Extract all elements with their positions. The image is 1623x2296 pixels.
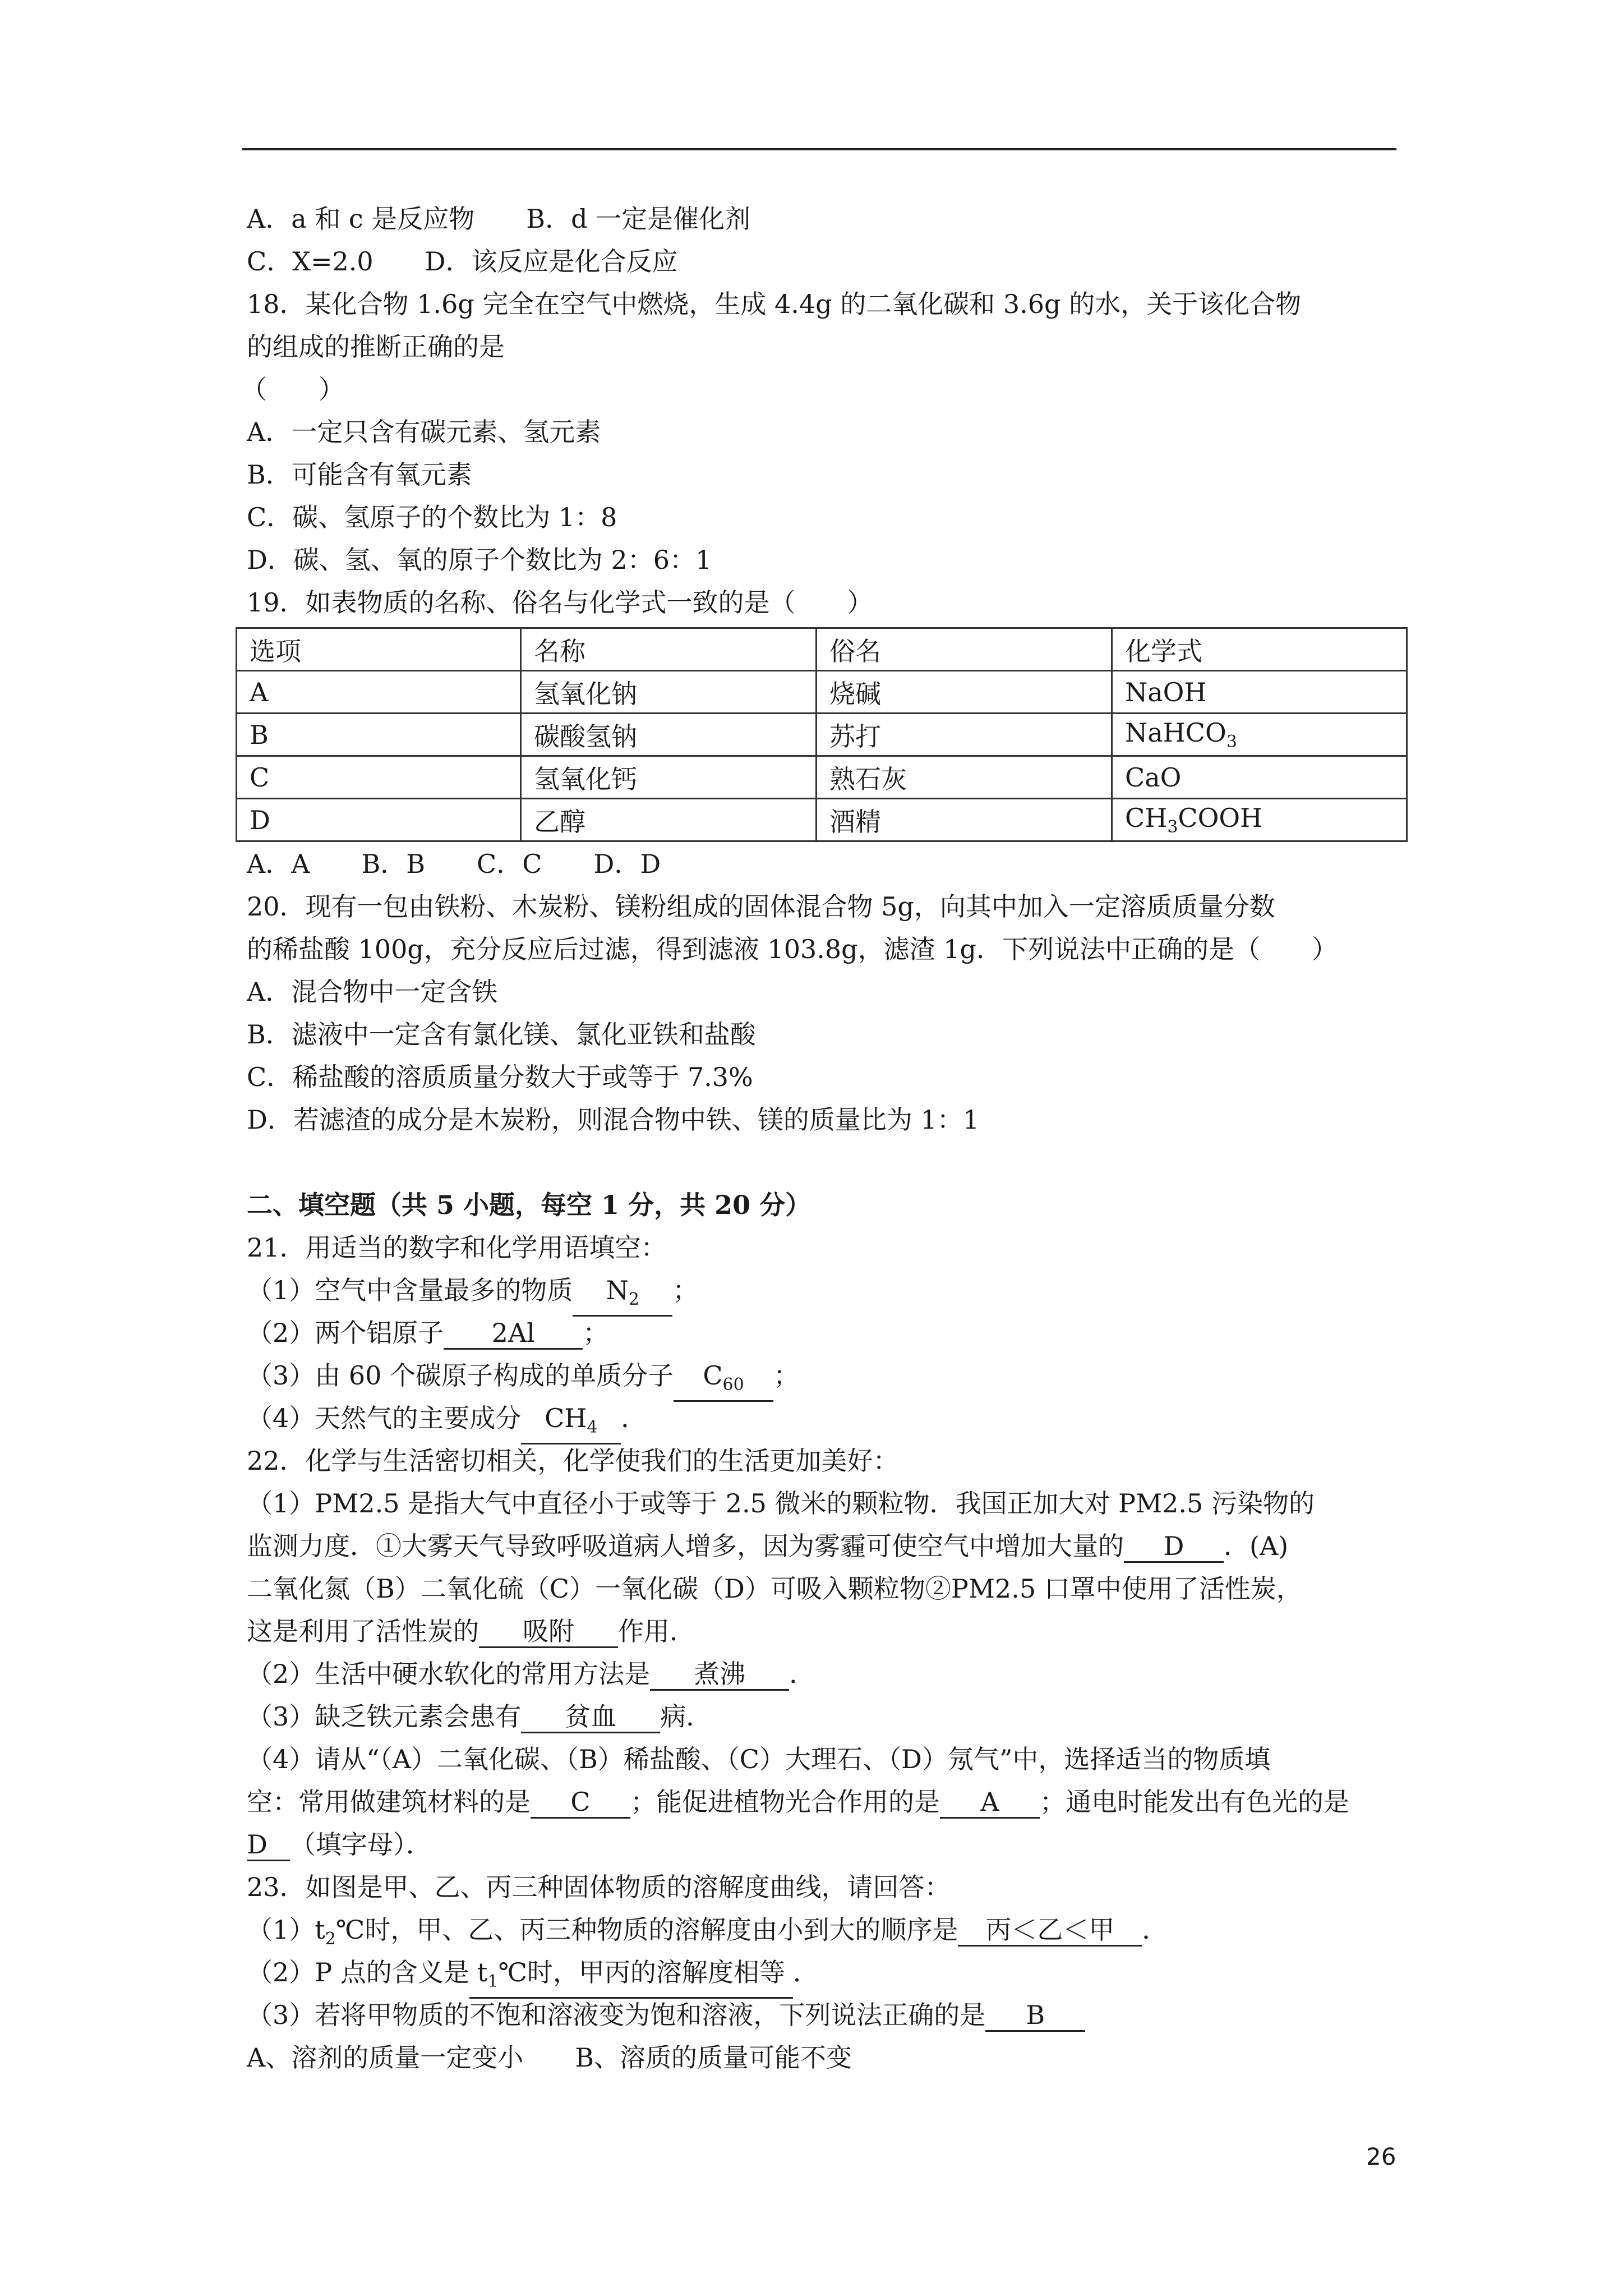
q22-line-3: 二氧化氮（B）二氧化硫（C）一氧化碳（D）可吸入颗粒物②PM2.5 口罩中使用了活性炭，	[247, 1573, 1302, 1604]
answer-blank: D	[247, 1829, 290, 1861]
q21-item-4-text: （4）天然气的主要成分	[247, 1403, 522, 1433]
q17-option-d: D．该反应是化合反应	[425, 246, 678, 277]
table-cell: 氢氧化钙	[521, 756, 817, 799]
q23-text: ℃时，甲、乙、丙三种物质的溶解度由小到大的顺序是	[335, 1915, 958, 1945]
q21-item-3	[247, 1359, 799, 1402]
table-cell: A	[237, 671, 521, 714]
table-cell: 氢氧化钠	[521, 671, 817, 714]
q23-subscript: 2	[325, 1929, 336, 1949]
page-number: 26	[1366, 2143, 1396, 2170]
q17-options-cd	[247, 245, 678, 278]
formula-text: CaO	[1125, 762, 1182, 793]
formula-subscript: 3	[1226, 732, 1237, 752]
q22-text: 这是利用了活性炭的	[247, 1616, 479, 1646]
q17-option-a: A．a 和 c 是反应物	[247, 204, 475, 234]
q22-text: ；通电时能发出有色光的是	[1040, 1787, 1349, 1817]
q17-option-b: B．d 一定是催化剂	[526, 204, 751, 234]
q21-item-1	[247, 1273, 698, 1317]
answer-blank: 丙＜乙＜甲	[958, 1915, 1142, 1947]
q18-option-a: A．一定只含有碳元素、氢元素	[247, 417, 601, 447]
answer-text: CH	[545, 1403, 587, 1433]
q17-option-c: C．X=2.0	[247, 246, 374, 277]
q20-option-b: B．滤液中一定含有氯化镁、氯化亚铁和盐酸	[247, 1019, 756, 1050]
answer-blank	[521, 1403, 621, 1444]
q23-text: ．	[1142, 1915, 1168, 1945]
q19-table	[236, 627, 1408, 842]
q18-option-d: D．碳、氢、氧的原子个数比为 2：6：1	[247, 545, 712, 575]
answer-blank: A	[940, 1787, 1040, 1819]
table-cell: 熟石灰	[817, 756, 1112, 799]
q18-option-c: C．碳、氢原子的个数比为 1：8	[247, 502, 617, 532]
q22-line-7: （4）请从“（A）二氧化碳、（B）稀盐酸、（C）大理石、（D）氖气”中，选择适当的物质填	[247, 1744, 1271, 1774]
q22-line-5	[247, 1657, 815, 1691]
punctuation: ；	[773, 1360, 800, 1391]
q22-text: （填字母）．	[289, 1829, 432, 1860]
table-cell: 碳酸氢钠	[521, 714, 817, 756]
table-header-row	[237, 628, 1407, 671]
table-cell: 苏打	[817, 714, 1112, 756]
q21-item-2-text: （2）两个铝原子	[247, 1318, 444, 1348]
table-row	[237, 714, 1407, 756]
table-header-cell: 名称	[521, 628, 817, 671]
answer-subscript: 1	[487, 1972, 499, 1992]
table-cell: C	[237, 756, 521, 799]
answer-subscript: 60	[722, 1375, 744, 1395]
answer-blank: C	[531, 1787, 630, 1819]
table-cell: 乙醇	[521, 799, 817, 841]
formula-text: NaOH	[1125, 677, 1207, 707]
header-rule	[242, 148, 1396, 150]
q20-option-a: A．混合物中一定含铁	[247, 977, 498, 1007]
formula-text: COOH	[1178, 802, 1263, 833]
table-cell-formula	[1112, 714, 1407, 756]
answer-blank: 吸附	[479, 1616, 618, 1648]
q20-option-c: C．稀盐酸的溶质质量分数大于或等于 7.3%	[247, 1062, 753, 1092]
answer-text: ℃时，甲丙的溶解度相等	[498, 1957, 785, 1987]
section-title: 二、填空题（共 5 小题，每空 1 分，共 20 分）	[247, 1190, 811, 1220]
q22-line-4	[247, 1614, 695, 1648]
punctuation: ．	[621, 1403, 647, 1433]
q23-item-1	[247, 1913, 1168, 1956]
q23-item-2	[247, 1955, 819, 1999]
q17-options-ab	[247, 202, 750, 236]
q22-text: 监测力度．①大雾天气导致呼吸道病人增多，因为雾霾可使空气中增加大量的	[247, 1531, 1124, 1561]
q18-stem-line2: 的组成的推断正确的是	[247, 332, 505, 362]
q22-text: ；能促进植物光合作用的是	[630, 1787, 940, 1817]
formula-text: NaHCO	[1125, 717, 1227, 748]
q20-stem-line2: 的稀盐酸 100g，充分反应后过滤，得到滤液 103.8g，滤渣 1g．下列说法中正确的是（ ）	[247, 934, 1338, 964]
q22-text: （2）生活中硬水软化的常用方法是	[247, 1659, 651, 1689]
q19-answer-options: A．A B．B C．C D．D	[247, 849, 661, 879]
q22-line-6	[247, 1700, 712, 1733]
table-cell: 烧碱	[817, 671, 1112, 714]
answer-blank: 煮沸	[650, 1659, 789, 1691]
q18-option-b: B．可能含有氧元素	[247, 459, 472, 490]
punctuation: ；	[583, 1318, 609, 1348]
table-cell-formula	[1112, 756, 1407, 799]
answer-blank	[573, 1275, 672, 1317]
answer-blank	[469, 1957, 793, 1999]
q22-line-1: （1）PM2.5 是指大气中直径小于或等于 2.5 微米的颗粒物．我国正加大对 PM2.5 污染物的	[247, 1488, 1315, 1519]
table-cell: D	[237, 799, 521, 841]
q18-stem-line1: 18．某化合物 1.6g 完全在空气中燃烧，生成 4.4g 的二氧化碳和 3.6g 的水，关于该化合物	[247, 289, 1302, 319]
answer-text: N	[606, 1275, 629, 1305]
q19-stem: 19．如表物质的名称、俗名与化学式一致的是（ ）	[247, 587, 873, 618]
q21-item-2	[247, 1316, 608, 1350]
q22-stem: 22．化学与生活密切相关，化学使我们的生活更加美好：	[247, 1446, 899, 1476]
answer-subscript: 4	[587, 1418, 598, 1438]
answer-text: t	[477, 1957, 488, 1987]
answer-blank: D	[1124, 1531, 1224, 1563]
table-header-cell: 俗名	[817, 628, 1112, 671]
table-cell: 酒精	[817, 799, 1112, 841]
q22-line-9	[247, 1828, 432, 1861]
q22-text: ．(A)	[1224, 1531, 1289, 1561]
q23-stem: 23．如图是甲、乙、丙三种固体物质的溶解度曲线，请回答：	[247, 1872, 951, 1902]
q23-item-4: A、溶剂的质量一定变小 B、溶质的质量可能不变	[247, 2042, 852, 2073]
answer-subscript: 2	[628, 1290, 639, 1310]
answer-blank	[674, 1360, 773, 1402]
table-row	[237, 756, 1407, 799]
q21-item-1-text: （1）空气中含量最多的物质	[247, 1275, 573, 1305]
table-cell: B	[237, 714, 521, 756]
q22-text: 病．	[660, 1701, 712, 1732]
table-cell-formula	[1112, 671, 1407, 714]
q23-text: （3）若将甲物质的不饱和溶液变为饱和溶液，下列说法正确的是	[247, 2000, 986, 2030]
table-header-cell: 化学式	[1112, 628, 1407, 671]
q22-text: ．	[789, 1659, 815, 1689]
q21-stem: 21．用适当的数字和化学用语填空：	[247, 1232, 667, 1263]
answer-blank: 2Al	[444, 1318, 583, 1350]
q23-item-3	[247, 1998, 1085, 2032]
q21-item-3-text: （3）由 60 个碳原子构成的单质分子	[247, 1360, 674, 1391]
answer-text: C	[703, 1360, 723, 1391]
q22-text: 空：常用做建筑材料的是	[247, 1787, 531, 1817]
punctuation: ；	[672, 1275, 699, 1305]
q22-text: （3）缺乏铁元素会患有	[247, 1701, 522, 1732]
q23-text: （2）P 点的含义是	[247, 1957, 469, 1987]
q20-option-d: D．若滤渣的成分是木炭粉，则混合物中铁、镁的质量比为 1：1	[247, 1105, 980, 1135]
q21-item-4	[247, 1401, 647, 1444]
q18-answer-paren: （ ）	[241, 374, 344, 404]
table-row	[237, 799, 1407, 841]
q22-line-2	[247, 1529, 1288, 1563]
table-cell-formula	[1112, 799, 1407, 841]
q20-stem-line1: 20．现有一包由铁粉、木炭粉、镁粉组成的固体混合物 5g，向其中加入一定溶质质量分数	[247, 891, 1275, 922]
q22-text: 作用．	[618, 1616, 695, 1646]
table-header-cell: 选项	[237, 628, 521, 671]
q23-text: （1）t	[247, 1915, 325, 1945]
q22-line-8	[247, 1785, 1349, 1819]
table-row	[237, 671, 1407, 714]
formula-subscript: 3	[1167, 817, 1178, 838]
answer-blank: 贫血	[521, 1701, 660, 1733]
answer-blank: B	[985, 2000, 1085, 2032]
formula-text: CH	[1125, 802, 1168, 833]
q23-text: ．	[792, 1957, 819, 1987]
